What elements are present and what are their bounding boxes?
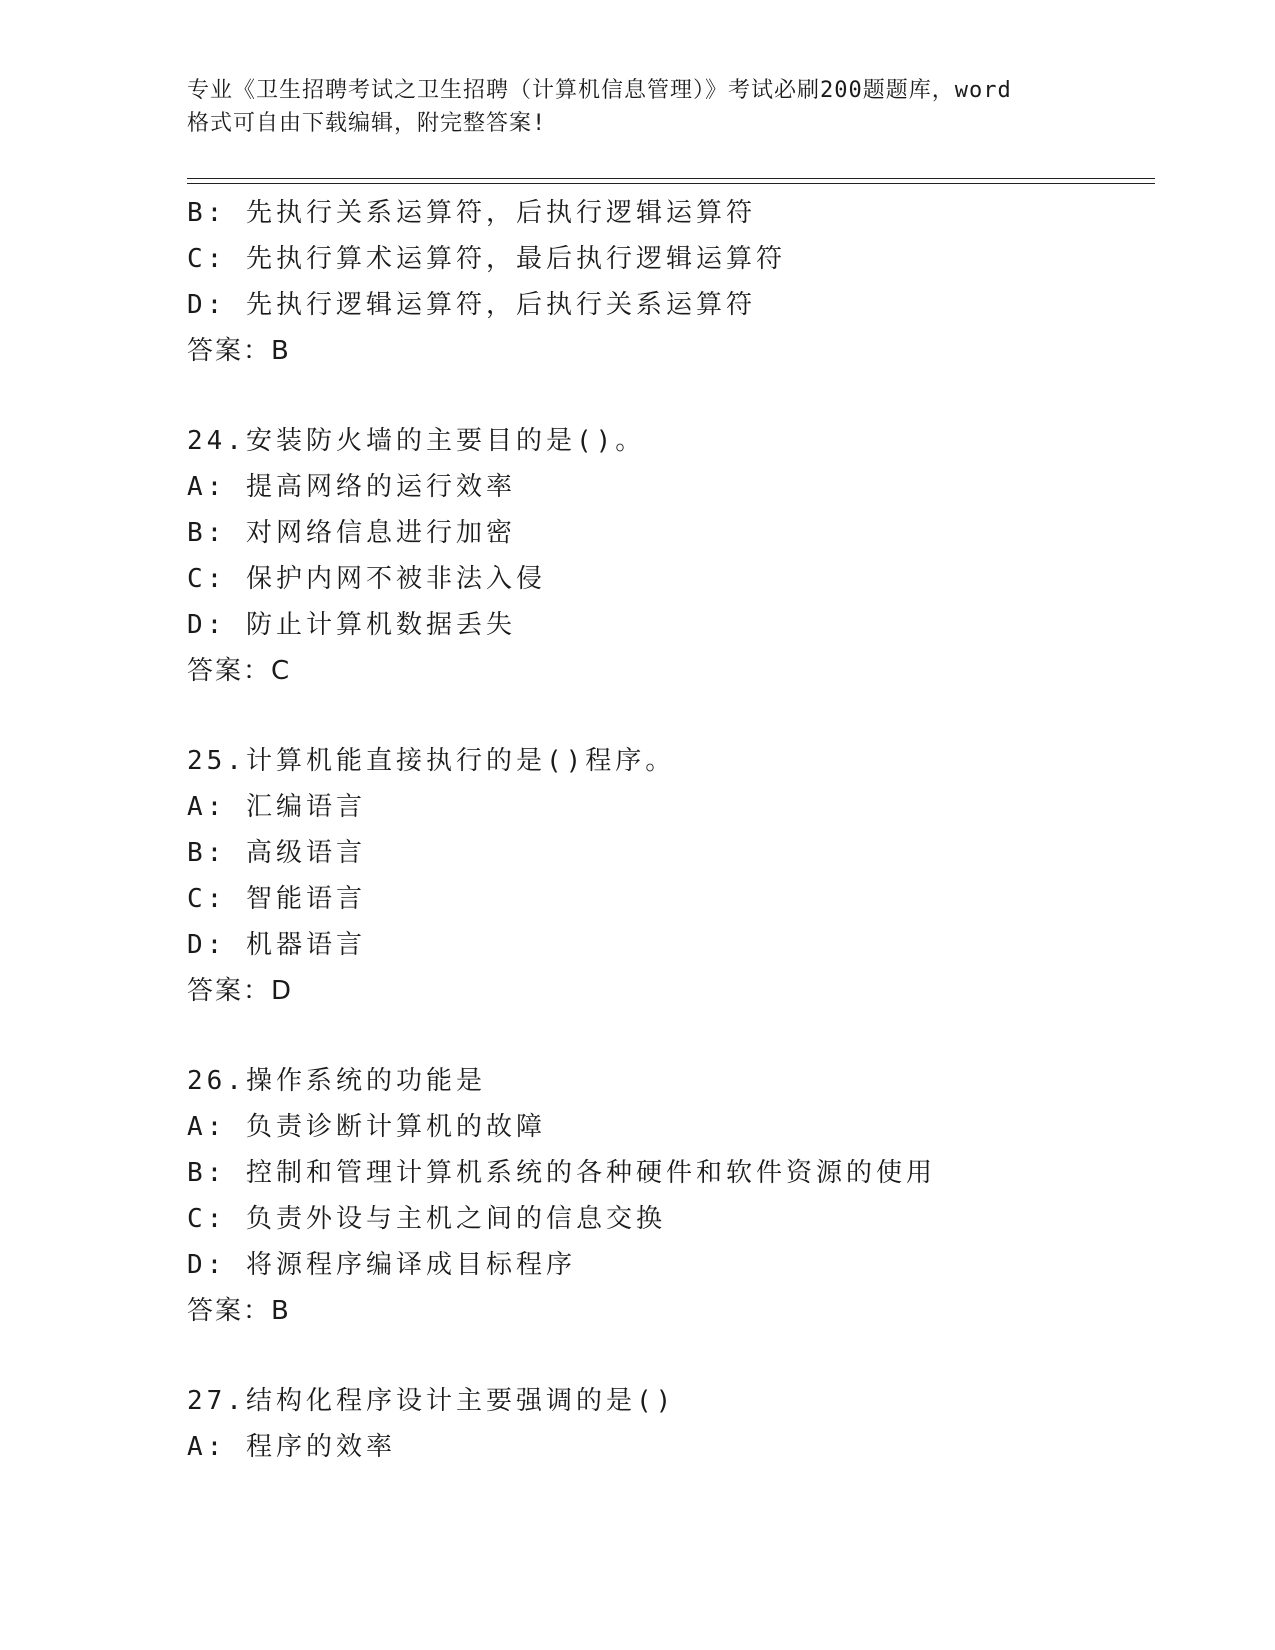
question-text: 26.操作系统的功能是 <box>187 1066 486 1096</box>
option-a: A: 程序的效率 <box>187 1432 396 1462</box>
option-b: B: 控制和管理计算机系统的各种硬件和软件资源的使用 <box>187 1158 936 1188</box>
option-a: A: 提高网络的运行效率 <box>187 472 516 502</box>
answer: 答案：C <box>187 656 292 686</box>
answer: 答案：B <box>187 1296 291 1326</box>
option-a: A: 负责诊断计算机的故障 <box>187 1112 546 1142</box>
spacer <box>187 694 1155 738</box>
header-line-1: 专业《卫生招聘考试之卫生招聘（计算机信息管理）》考试必刷200题题库，word <box>187 78 1012 103</box>
option-b: B: 对网络信息进行加密 <box>187 518 516 548</box>
header-line-2: 格式可自由下载编辑，附完整答案! <box>187 111 547 136</box>
header-divider-top <box>187 178 1155 179</box>
option-c: C: 先执行算术运算符，最后执行逻辑运算符 <box>187 244 786 274</box>
question-26 <box>187 1058 1155 1334</box>
option-a: A: 汇编语言 <box>187 792 366 822</box>
spacer <box>187 1014 1155 1058</box>
question-23-partial <box>187 190 1155 374</box>
question-25 <box>187 738 1155 1014</box>
spacer <box>187 374 1155 418</box>
option-c: C: 智能语言 <box>187 884 366 914</box>
question-27 <box>187 1378 1155 1470</box>
option-c: C: 负责外设与主机之间的信息交换 <box>187 1204 666 1234</box>
question-24 <box>187 418 1155 694</box>
spacer <box>187 1334 1155 1378</box>
question-list <box>187 190 1155 1470</box>
question-text: 24.安装防火墙的主要目的是()。 <box>187 426 646 456</box>
question-text: 25.计算机能直接执行的是()程序。 <box>187 746 676 776</box>
option-d: D: 机器语言 <box>187 930 366 960</box>
option-b: B: 高级语言 <box>187 838 366 868</box>
option-d: D: 将源程序编译成目标程序 <box>187 1250 576 1280</box>
document-header <box>187 74 1107 140</box>
answer: 答案：D <box>187 976 294 1006</box>
header-divider-bottom <box>187 183 1155 184</box>
option-c: C: 保护内网不被非法入侵 <box>187 564 546 594</box>
question-text: 27.结构化程序设计主要强调的是() <box>187 1386 676 1416</box>
answer: 答案：B <box>187 336 291 366</box>
option-d: D: 防止计算机数据丢失 <box>187 610 516 640</box>
option-b: B: 先执行关系运算符，后执行逻辑运算符 <box>187 198 756 228</box>
option-d: D: 先执行逻辑运算符，后执行关系运算符 <box>187 290 756 320</box>
